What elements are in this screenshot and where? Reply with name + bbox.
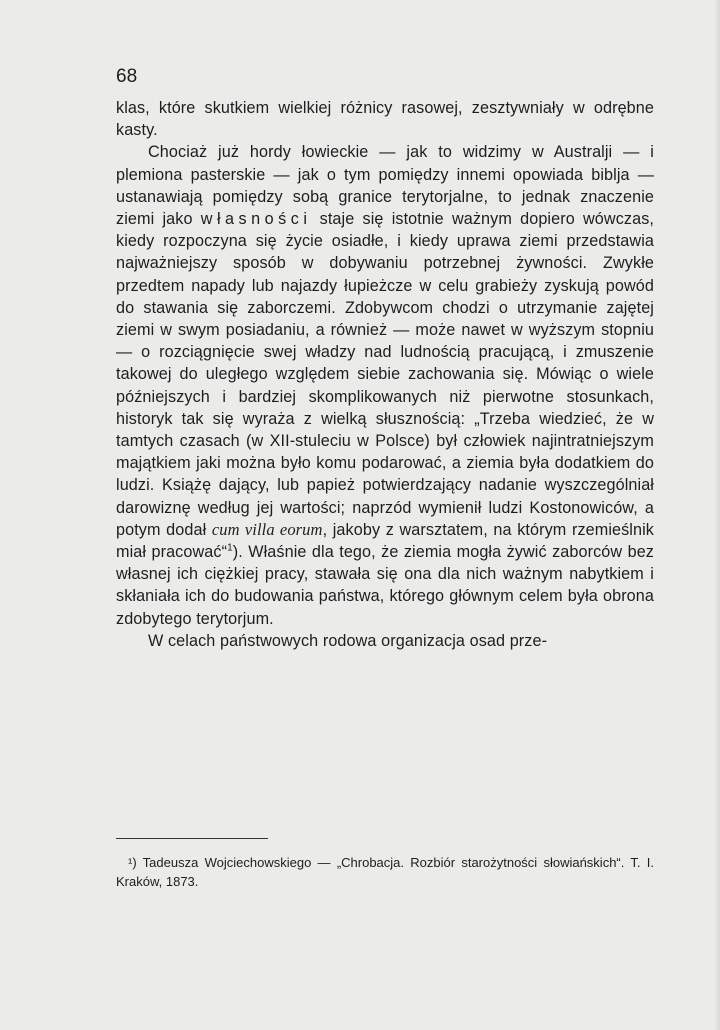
paragraph-2 bbox=[116, 141, 654, 629]
emphasized-word: własności bbox=[200, 210, 312, 229]
latin-phrase: cum villa eorum bbox=[211, 519, 323, 539]
paragraph-2-part-b: staje się istotnie ważnym dopiero wówczas, kiedy rozpoczyna się życie osiadłe, i kiedy uprawa ziemi przedstawia najważniejszy sposób w dobywaniu potrzebnej żywności. Zwykłe przedtem napady lub najazdy łupieżcze w celu grabieży zyskują powód do stawania się zaborczemi. Zdobywcom chodzi o utrzymanie zajętej ziemi w swym posiadaniu, a również — może nawet w wyższym stopniu — o rozciągnięcie swej władzy nad ludnością pracującą, i zmuszenie takowej do uległego względem siebie zachowania się. Mówiąc o wiele późniejszych i bardziej skomplikowanych niż pierwotne stosunkach, historyk tak się wyraża z wielką słusznością: „Trzeba wiedzieć, że w tamtych czasach (w XII-stuleciu w Polsce) był człowiek najintratniejszym majątkiem jaki można było komu podarować, a ziemia była dodatkiem do ludzi. Książę dający, lub papież potwierdzający nadanie wyszczególniał darowiznę według jej wartości; naprzód wymienił ludzi Kostonowiców, a potym dodał bbox=[116, 210, 654, 539]
footnote-divider bbox=[116, 838, 268, 839]
footnote-reference: 1 bbox=[227, 542, 233, 554]
paragraph-1: klas, które skutkiem wielkiej różnicy rasowej, zesztywniały w odrębne kasty. bbox=[116, 99, 654, 140]
paragraph-3: W celach państwowych rodowa organizacja osad prze- bbox=[148, 631, 548, 650]
body-text bbox=[116, 97, 654, 652]
paragraph-2-part-c: , jakoby z warsztatem, na którym rzemieślnik miał pracować“ bbox=[116, 520, 655, 562]
paragraph-2-part-d: ). Właśnie dla tego, że ziemia mogła żywić zaborców bez własnej ich ciężkiej pracy, stawała się ona dla nich ważnym nabytkiem i skłaniała ich do budowania państwa, którego głównym celem była obrona zdobytego terytorjum. bbox=[116, 543, 654, 628]
footnote: ¹) Tadeusza Wojciechowskiego — „Chrobacja. Rozbiór starożytności słowiańskich“. T. I. Kraków, 1873. bbox=[116, 855, 654, 889]
page-edge-shadow bbox=[714, 0, 720, 1030]
paragraph-2-part-a: Chociaż już hordy łowieckie — jak to widzimy w Australji — i plemiona pasterskie — jak o tym pomiędzy innemi opowiada biblja — ustanawiają pomiędzy sobą granice terytorjalne, to jednak znaczenie ziemi jako bbox=[116, 143, 654, 229]
page-number: 68 bbox=[116, 66, 138, 87]
